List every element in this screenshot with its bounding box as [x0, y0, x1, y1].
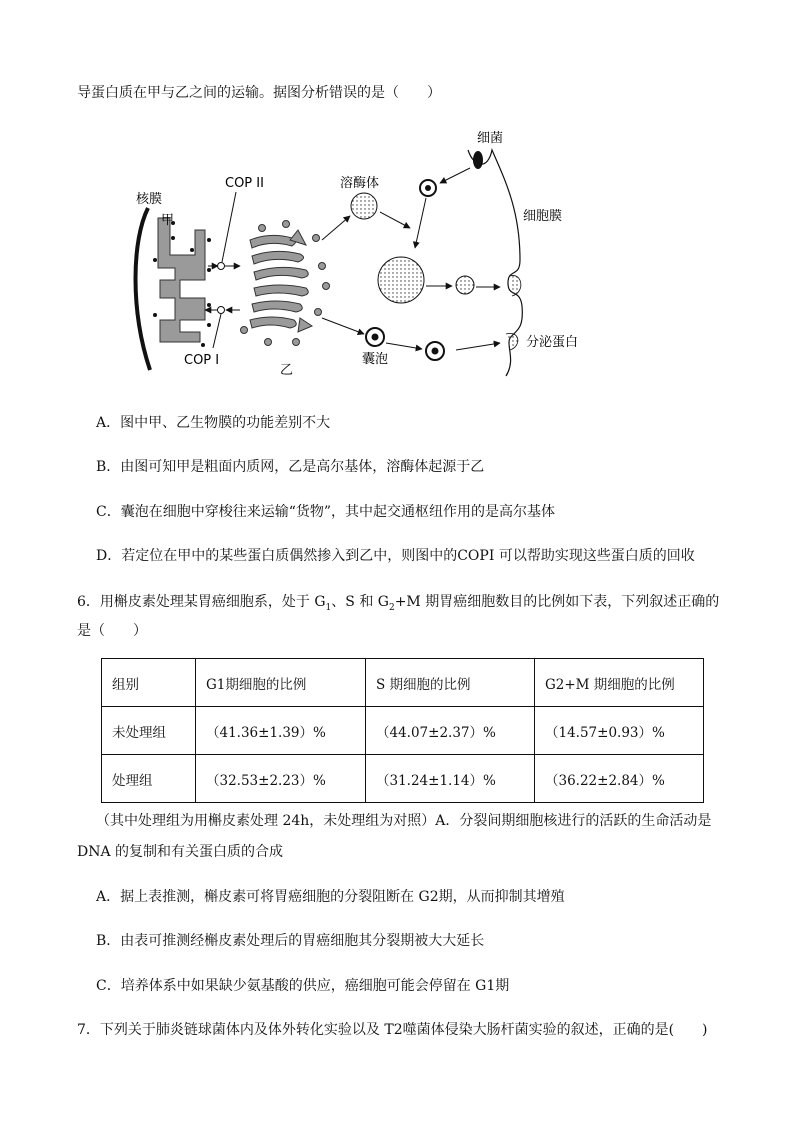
q5-option-d: D．若定位在甲中的某些蛋白质偶然掺入到乙中，则图中的COPI 可以帮助实现这些蛋白质的回收 [96, 548, 695, 564]
table-header: S 期细胞的比例 [366, 659, 535, 707]
q6-stem-line2: 是（ ） [77, 623, 147, 639]
q6-stem-line1: 6．用槲皮素处理某胃癌细胞系，处于 $G_1$、S 和 $G_2+M$ 期胃癌细胞数目的比例如下表，下列叙述正确的 [77, 594, 720, 613]
table-cell: （32.53±2.23）% [196, 755, 366, 803]
cell-diagram [0, 120, 794, 380]
q6-option-b: B．由表可推测经槲皮素处理后的胃癌细胞其分裂期被大大延长 [96, 933, 485, 949]
table-cell: 处理组 [102, 755, 196, 803]
q6-option-c: C．培养体系中如果缺少氨基酸的供应，癌细胞可能会停留在 G1期 [96, 978, 510, 994]
table-cell: （36.22±2.84）% [535, 755, 704, 803]
table-header-row [102, 659, 704, 707]
question-intro: 导蛋白质在甲与乙之间的运输。据图分析错误的是（ ） [77, 85, 441, 101]
q6-note-line1: （其中处理组为用槲皮素处理 24h，未处理组为对照）A．分裂间期细胞核进行的活跃的生命活动是 [96, 813, 712, 829]
table-header: G1期细胞的比例 [196, 659, 366, 707]
label-cell-membrane: 细胞膜 [523, 209, 563, 224]
label-lysosome: 溶酶体 [340, 176, 380, 191]
nuclear-membrane-shape [136, 208, 151, 370]
q5-option-b: B．由图可知甲是粗面内质网，乙是高尔基体，溶酶体起源于乙 [96, 459, 485, 475]
table-header: 组别 [102, 659, 196, 707]
q6-option-a: A．据上表推测，槲皮素可将胃癌细胞的分裂阻断在 G2期，从而抑制其增殖 [96, 889, 565, 905]
cell-cycle-table [101, 658, 704, 803]
label-secreted-protein: 分泌蛋白 [526, 335, 579, 350]
table-cell: （41.36±1.39）% [196, 707, 366, 755]
q5-option-c: C．囊泡在细胞中穿梭往来运输“货物”，其中起交通枢纽作用的是高尔基体 [96, 504, 556, 520]
table-cell: （14.57±0.93）% [535, 707, 704, 755]
label-vesicle: 囊泡 [362, 352, 389, 367]
table-row [102, 707, 704, 755]
table-header: G2+M 期细胞的比例 [535, 659, 704, 707]
label-nuclear-membrane: 核膜 [136, 192, 163, 207]
table-cell: （31.24±1.14）% [366, 755, 535, 803]
label-bacteria: 细菌 [477, 131, 504, 146]
table-cell: 未处理组 [102, 707, 196, 755]
q7-stem: 7．下列关于肺炎链球菌体内及体外转化实验以及 T2噬菌体侵染大肠杆菌实验的叙述，正确的是( ) [77, 1022, 708, 1038]
er-shape [158, 218, 205, 342]
label-yi: 乙 [280, 363, 294, 378]
golgi-shape [250, 230, 312, 332]
table-cell: （44.07±2.37）% [366, 707, 535, 755]
q6-note-line2: DNA 的复制和有关蛋白质的合成 [77, 844, 284, 860]
lysosome-shape [351, 193, 377, 219]
label-copii: COP II [225, 176, 264, 191]
q5-option-a: A．图中甲、乙生物膜的功能差别不大 [96, 415, 331, 431]
label-jia: 甲 [161, 213, 175, 228]
label-copi: COP I [184, 353, 220, 368]
table-row [102, 755, 704, 803]
